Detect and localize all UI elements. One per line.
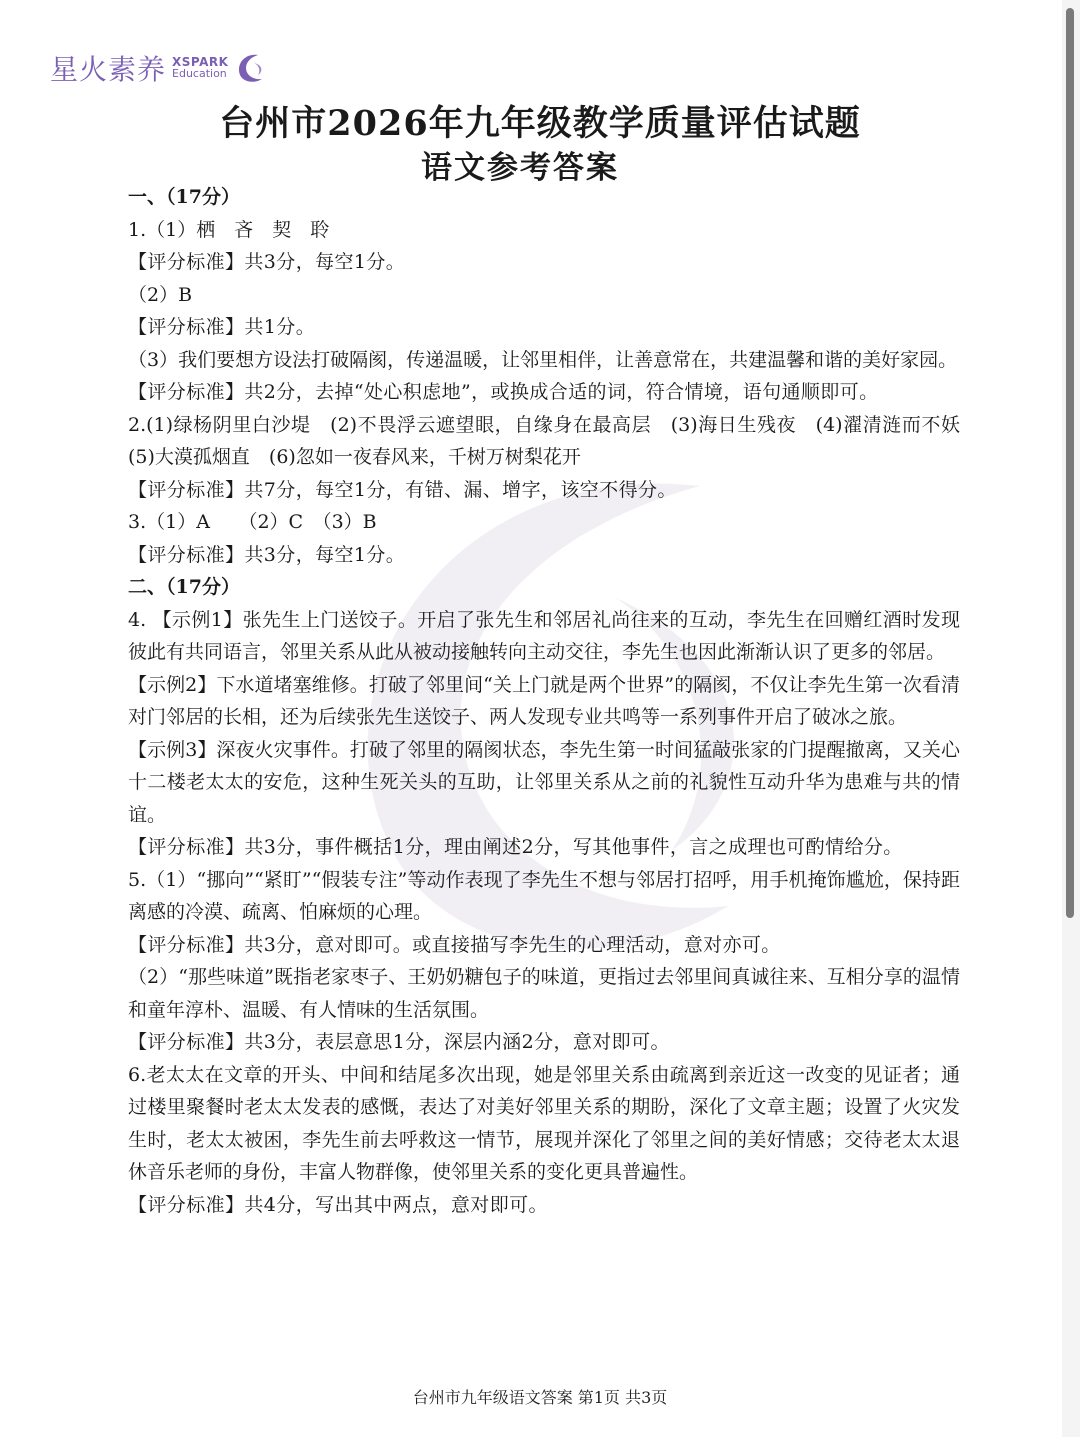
answer-content: [128, 181, 960, 1221]
scoring-standard: 【评分标准】共3分，每空1分。: [128, 543, 406, 566]
answer-line: 3.（1）A （2）C （3）B: [128, 511, 377, 533]
answer-line: 1.（1）栖 吝 契 聆: [128, 218, 330, 241]
scoring-standard: 【评分标准】共2分，去掉“处心积虑地”，或换成合适的词，符合情境，语句通顺即可。: [128, 381, 879, 403]
scoring-standard: 【评分标准】共7分，每空1分，有错、漏、增字，该空不得分。: [128, 478, 677, 501]
vertical-scrollbar[interactable]: [1062, 0, 1080, 1437]
section-heading: 一、（17分）: [128, 186, 240, 208]
logo-en-line1: XSPARK: [172, 55, 229, 69]
scoring-standard: 【评分标准】共1分。: [128, 316, 316, 338]
answer-line: 5.（1）“挪向”“紧盯”“假装专注”等动作表现了李先生不想与邻居打招呼，用手机掩饰尴尬，保持距离感的冷漠、疏离、怕麻烦的心理。: [128, 868, 960, 923]
scoring-standard: 【评分标准】共3分，意对即可。或直接描写李先生的心理活动，意对亦可。: [128, 933, 781, 956]
scoring-standard: 【评分标准】共4分，写出其中两点，意对即可。: [128, 1193, 548, 1216]
answer-line: 6.老太太在文章的开头、中间和结尾多次出现，她是邻里关系由疏离到亲近这一改变的见证者；通过楼里聚餐时老太太发表的感慨，表达了对美好邻里关系的期盼，深化了文章主题；设置了火灾发生时，老太太被困，李先生前去呼救这一情节，展现并深化了邻里之间的美好情感；交待老太太退休音乐老师的身份，丰富人物群像，使邻里关系的变化更具普遍性。: [128, 1063, 960, 1183]
answer-line: （3）我们要想方设法打破隔阂，传递温暖，让邻里相伴，让善意常在，共建温馨和谐的美好家园。: [128, 348, 958, 371]
answer-line: 【示例3】深夜火灾事件。打破了邻里的隔阂状态，李先生第一时间猛敲张家的门提醒撤离，又关心十二楼老太太的安危，这种生死关头的互助，让邻里关系从之前的礼貌性互动升华为患难与共的情谊。: [128, 738, 960, 826]
answer-line: 4. 【示例1】张先生上门送饺子。开启了张先生和邻居礼尚往来的互动，李先生在回赠红酒时发现彼此有共同语言，邻里关系从此从被动接触转向主动交往，李先生也因此渐渐认识了更多的邻居。: [128, 608, 960, 663]
scoring-standard: 【评分标准】共3分，事件概括1分，理由阐述2分，写其他事件，言之成理也可酌情给分。: [128, 836, 903, 858]
answer-line: 【示例2】下水道堵塞维修。打破了邻里间“关上门就是两个世界”的隔阂，不仅让李先生第一次看清对门邻居的长相，还为后续张先生送饺子、两人发现专业共鸣等一系列事件开启了破冰之旅。: [128, 673, 960, 728]
logo-english-text: [172, 56, 228, 80]
page-footer: 台州市九年级语文答案 第1页 共3页: [412, 1388, 668, 1407]
scoring-standard: 【评分标准】共3分，每空1分。: [128, 251, 406, 273]
crescent-swirl-icon: [232, 51, 268, 85]
scoring-standard: 【评分标准】共3分，表层意思1分，深层内涵2分，意对即可。: [128, 1031, 670, 1053]
document-title: 台州市2026年九年级教学质量评估试题: [219, 103, 861, 144]
brand-logo: [50, 48, 268, 88]
document-subtitle: 语文参考答案: [421, 150, 619, 186]
section-heading: 二、（17分）: [128, 576, 240, 598]
answer-line: 2.(1)绿杨阴里白沙堤 (2)不畏浮云遮望眼，自缘身在最高层 (3)海日生残夜 (4)濯清涟而不妖(5)大漠孤烟直 (6)忽如一夜春风来，千树万树梨花开: [128, 413, 960, 468]
scrollbar-thumb[interactable]: [1066, 8, 1074, 918]
answer-line: （2）B: [128, 283, 193, 306]
answer-line: （2）“那些味道”既指老家枣子、王奶奶糖包子的味道，更指过去邻里间真诚往来、互相分享的温情和童年淳朴、温暖、有人情味的生活氛围。: [128, 966, 960, 1021]
logo-en-line2: Education: [172, 67, 227, 80]
logo-chinese-text: 星火素养: [50, 53, 167, 86]
